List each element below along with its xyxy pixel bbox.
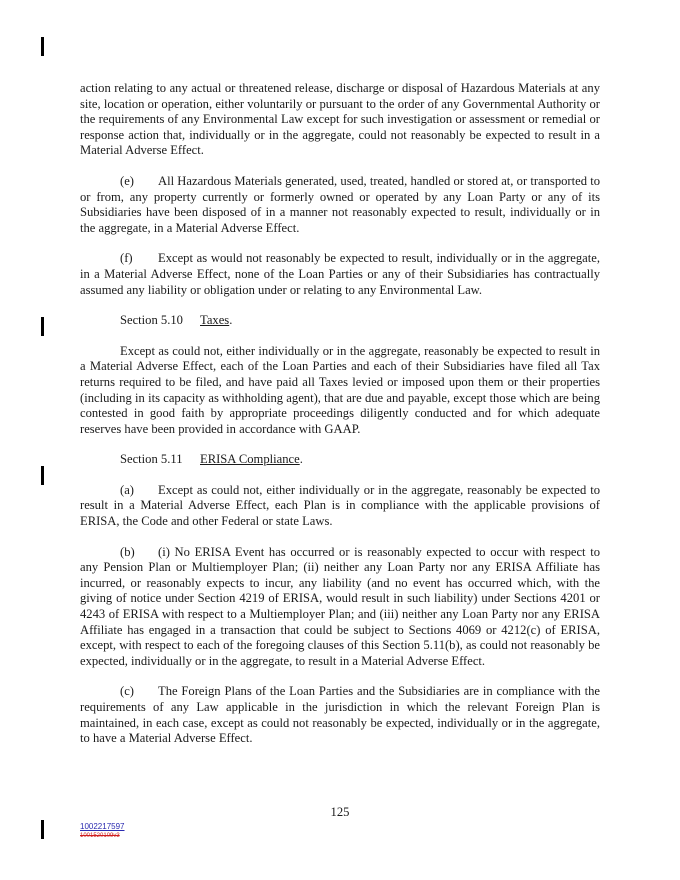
page-number: 125	[330, 805, 350, 819]
document-id-struck: 1001520109v3	[80, 833, 120, 839]
section-title: ERISA Compliance	[200, 452, 300, 467]
section-number: Section 5.11	[120, 452, 183, 467]
paragraph-label: (e)	[120, 173, 134, 188]
change-bar	[41, 37, 44, 56]
section-title-suffix: .	[229, 313, 233, 328]
section-number: Section 5.10	[120, 313, 183, 328]
paragraph-continuation: action relating to any actual or threatened release, discharge or disposal of Hazardous Materials at any site, location or operation, either voluntarily or pursuant to the order of any Governmental Authority or the requirements of any Environmental Law except for such investigation or assessment or remedial or response action that, individually or in the aggregate, could not reasonably be expected to result in a Material Adverse Effect.	[80, 81, 600, 158]
paragraph-f	[80, 251, 600, 298]
section-title: Taxes	[200, 313, 230, 328]
paragraph-e	[80, 174, 600, 236]
document-id: 1002217597	[80, 822, 125, 831]
footer-document-ids	[80, 822, 125, 840]
change-bar	[41, 466, 44, 485]
paragraph-label: (a)	[120, 482, 134, 497]
section-title-suffix: .	[299, 452, 303, 467]
paragraph-text: All Hazardous Materials generated, used, treated, handled or stored at, or transported to or from, any property currently or formerly owned or operated by any Loan Party or any of its Subsidiaries have been disposed of in a manner not reasonably expected to result, individually or in the aggregate, in a Material Adverse Effect.	[80, 173, 600, 235]
paragraph-label: (b)	[120, 544, 135, 559]
change-bar	[41, 317, 44, 336]
paragraph-a	[80, 483, 600, 530]
paragraph-text: Except as could not, either individually or in the aggregate, reasonably be expected to result in a Material Adverse Effect, each Plan is in compliance with the applicable provisions of ERISA, the Code and other Federal or state Laws.	[80, 482, 600, 529]
section-body-5-10: Except as could not, either individually or in the aggregate, reasonably be expected to result in a Material Adverse Effect, each of the Loan Parties and each of their Subsidiaries have filed all Tax returns required to be filed, and have paid all Taxes levied or imposed upon them or their properties (including in its capacity as withholding agent), that are due and payable, except those which are being contested in good faith by appropriate proceedings diligently conducted and for which adequate reserves have been provided in accordance with GAAP.	[80, 343, 600, 436]
paragraph-c	[80, 684, 600, 746]
section-heading-5-11	[80, 452, 600, 468]
document-body	[80, 81, 600, 762]
paragraph-label: (c)	[120, 684, 134, 699]
paragraph-b	[80, 545, 600, 670]
change-bar	[41, 820, 44, 839]
paragraph-label: (f)	[120, 251, 133, 266]
paragraph-text: The Foreign Plans of the Loan Parties and the Subsidiaries are in compliance with the requirements of any Law applicable in the jurisdiction in which the relevant Foreign Plan is maintained, in each case, except as could not reasonably be expected, individually or in the aggregate, to have a Material Adverse Effect.	[80, 684, 600, 746]
paragraph-text: (i) No ERISA Event has occurred or is reasonably expected to occur with respect to any Pension Plan or Multiemployer Plan; (ii) neither any Loan Party nor any ERISA Affiliate has incurred, or reasonably expects to incur, any liability (and no event has occurred which, with the giving of notice under Section 4219 of ERISA, would result in such liability) under Sections 4201 or 4243 of ERISA with respect to a Multiemployer Plan; and (iii) neither any Loan Party nor any ERISA Affiliate has engaged in a transaction that could be subject to Sections 4069 or 4212(c) of ERISA, except, with respect to each of the foregoing clauses of this Section 5.11(b), as could not reasonably be expected, individually or in the aggregate, to result in a Material Adverse Effect.	[80, 544, 600, 668]
section-heading-5-10	[80, 313, 600, 329]
paragraph-text: Except as would not reasonably be expected to result, individually or in the aggregate, in a Material Adverse Effect, none of the Loan Parties or any of their Subsidiaries has contractually assumed any liability or obligation under or relating to any Environmental Law.	[80, 251, 600, 297]
